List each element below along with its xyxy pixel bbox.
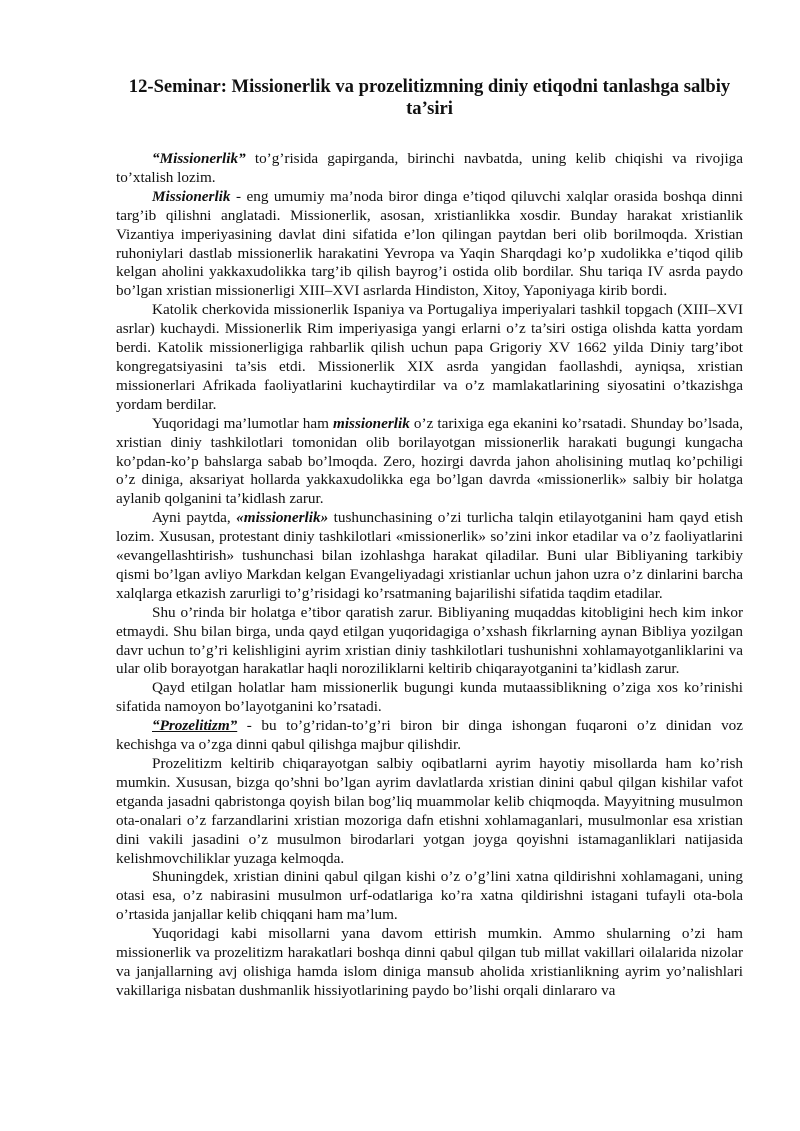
- paragraph-text: Shuningdek, xristian dinini qabul qilgan kishi o’z o’g’lini xatna qildirishni xohlamagani, uning otasi esa, o’z nabirasini musulmon urf-odatlariga ko’ra xatna qildirishni istagani tufayli ota-bola o’rtasida janjallar kelib chiqqani ham ma’lum.: [116, 868, 743, 924]
- term-prozelitizm: “Prozelitizm”: [152, 717, 238, 735]
- paragraph-text: Yuqoridagi kabi misollarni yana davom ettirish mumkin. Ammo shularning o’zi ham missionerlik va prozelitizm harakatlari boshqa dinni qabul qilgan tub millat vakillari oilalarida nizolar va janjallarning avj olishiga hamda islom diniga mansub aholida xristianlikning ayrim yo’nalishlari vakillariga nisbatan dushmanlik hissiyotlarining paydo bo’lishi orqali dinlararo va: [116, 925, 743, 999]
- paragraph-text: Shu o’rinda bir holatga e’tibor qaratish zarur. Bibliyaning muqaddas kitobligini hech kim inkor etmaydi. Shu bilan birga, unda qayd etilgan yuqoridagiga o’xshash fikrlarning aynan Bibliya yozilgan davr uchun to’g’ri kelishligini ayrim xristian diniy tashkilotlari tushunishni xohlamayotganliklarini va ular olib borayotgan harakatlar haqli noroziliklarni keltirib chiqarayotganini ta’kidlash zarur.: [116, 603, 743, 678]
- paragraph-text: - eng umumiy ma’noda biror dinga e’tiqod qiluvchi xalqlar orasida boshqa dinni targ’ib qilishni anglatadi. Missionerlik, asosan, xristianlikka xosdir. Bunday harakat xristianlik Vizantiya imperiyasining davlat dini sifatida e’lon qilingan paytdan beri olib borilmoqda. Xristian ruhoniylari dastlab missionerlik harakatini Yevropa va Yaqin Sharqdagi ko’p xudolikka e’tiqod qilib kelgan aholini yakkaxudolikka targ’ib qilish bayrog’i ostida olib bordilar. Shu tariqa IV asrda paydo bo’lgan xristian missionerligi XIII–XVI asrlarda Hindiston, Xitoy, Yaponiyaga kirib bordi.: [116, 187, 743, 300]
- paragraph-text: to’g’risida gapirganda, birinchi navbatda, uning kelib chiqishi va rivojiga to’xtalish lozim.: [116, 150, 743, 186]
- paragraph-7: [116, 679, 743, 717]
- title-line-2: ta’siri: [406, 98, 453, 119]
- title-line-1: 12-Seminar: Missionerlik va prozelitizmning diniy etiqodni tanlashga salbiy: [128, 76, 731, 97]
- paragraph-text: o’z tarixiga ega ekanini ko’rsatadi. Shunday bo’lsada, xristian diniy tashkilotlari tomonidan olib borilayotgan missionerlik harakati bugungi kungacha ko’pdan-ko’p bahslarga sabab bo’lmoqda. Zero, hozirgi davrda jahon aholisining mutlaq ko’pchiligi o’z diniga, aksariyat hollarda yakkaxudolikka ega bo’lgan davrda «missionerlik» salbiy bir holatga aylanib qolganini ta’kidlash zarur.: [116, 414, 744, 508]
- paragraph-5: [116, 509, 743, 604]
- paragraph-10: [116, 868, 743, 925]
- term-missionerlik-quoted: “Missionerlik”: [152, 150, 246, 167]
- page-title: [116, 76, 743, 120]
- paragraph-text-pre: Yuqoridagi ma’lumotlar ham: [152, 414, 334, 432]
- paragraph-11: [116, 925, 743, 1001]
- term-missionerlik: Missionerlik: [152, 187, 231, 205]
- paragraph-text: Prozelitizm keltirib chiqarayotgan salbiy oqibatlarni ayrim hayotiy misollarda ham ko’rish mumkin. Xususan, bizga qo’shni bo’lgan ayrim davlatlarda xristian dinini qabul qilgan kishilar vafot etganda jasadni qabristonga qoyish bilan bog’liq muammolar kelib chiqmoqda. Mayyitning musulmon ota-onalari o’z farzandlarini xristian mozoriga dafn etishni xohlamaganlari, musulmonlar esa xristian dini vakili jasadini o’z musulmon birodarlari yotgan joyga qoyishni istamaganliklari natijasida kelishmovchiliklar yuzaga kelmoqda.: [116, 755, 743, 867]
- paragraph-text: Katolik cherkovida missionerlik Ispaniya va Portugaliya imperiyalari tashkil topgach (XIII–XVI asrlar) kuchaydi. Missionerlik Rim imperiyasiga yangi erlarni o’z ta’siri ostiga olishda katta yordam berdi. Katolik missionerligiga rahbarlik qilish uchun papa Grigoriy XV 1662 yilda Diniy targ’ibot kongregatsiyasini ta’sis etdi. Missionerlik XIX asrda yangidan faollashdi, ayniqsa, xristian missionerlari Afrikada faoliyatlarini kuchaytirdilar va o’z mamlakatlarining siyosatini o’tkazishga yordam berdilar.: [116, 301, 743, 413]
- paragraph-text: tushunchasining o’zi turlicha talqin etilayotganini ham qayd etish lozim. Xususan, protestant diniy tashkilotlari «missionerlik» so’zini inkor etadilar va o’z faoliyatlarini «evangellashtirish» tushunchasi bilan izohlashga harakat qiladilar. Buni ular Bibliyaning tarkibiy qismi bo’lgan avliyo Markdan kelgan Evangeliyadagi xristianlar uchun jahon uzra o’z dinlarini barcha xalqlarga etkazish zarurligi to’g’risidagi ko’rsatmaning bajarilishi sifatida taqdim etadilar.: [116, 509, 743, 602]
- paragraph-6: [116, 604, 743, 680]
- paragraph-8: [116, 717, 743, 755]
- paragraph-text: Qayd etilgan holatlar ham missionerlik bugungi kunda mutaassiblikning o’ziga xos ko’rinishi sifatida namoyon bo’layotganini ko’rsatadi.: [116, 679, 743, 716]
- term-missionerlik-inline: missionerlik: [333, 414, 410, 432]
- paragraph-text-pre: Ayni paytda,: [152, 509, 237, 527]
- paragraph-3: [116, 301, 743, 414]
- paragraph-text: - bu to’g’ridan-to’g’ri biron bir dinga ishongan fuqaroni o’z dinidan voz kechishga va o’zga dinni qabul qilishga majbur qilishdir.: [116, 717, 743, 754]
- term-missionerlik-guillemets: «missionerlik»: [236, 509, 329, 527]
- paragraph-4: [116, 415, 743, 510]
- paragraph-2: [116, 188, 743, 301]
- paragraph-9: [116, 755, 743, 868]
- paragraph-1: [116, 150, 743, 188]
